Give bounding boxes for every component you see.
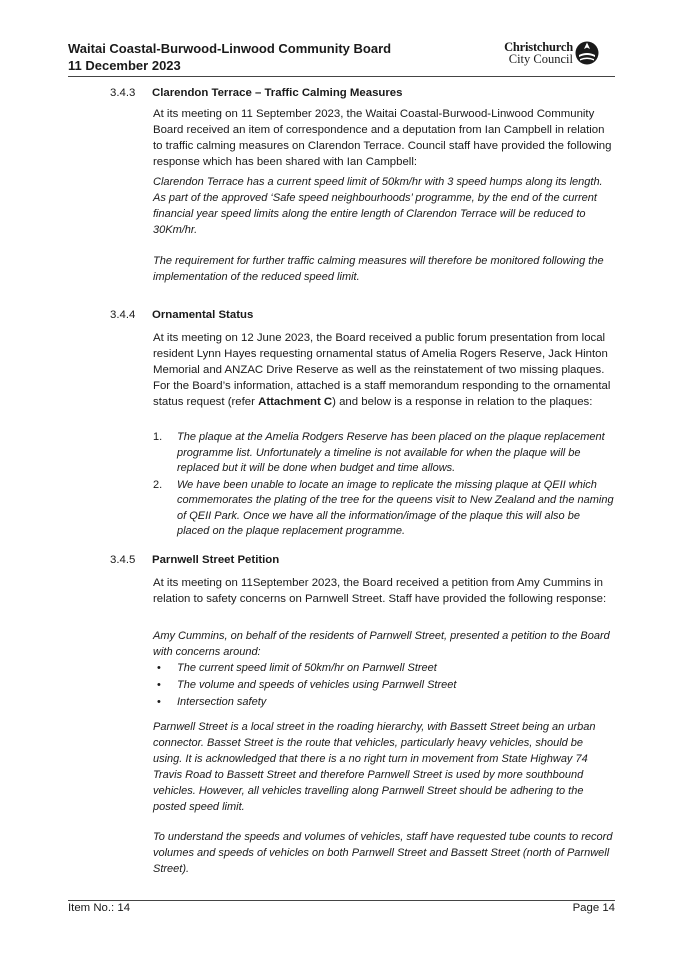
logo-line-1: Christchurch [504,40,573,54]
section-title: Ornamental Status [152,309,254,321]
list-item: • The current speed limit of 50km/hr on Parnwell Street [157,662,437,674]
council-logo [497,40,601,70]
body-paragraph: At its meeting on 11 September 2023, the Waitai Coastal-Burwood-Linwood Community Board received an item of correspondence and a deputation from Ian Campbell in relation to traffic calming measures on Clarendon Terrace. Council staff have provided the following response which has been shared with Ian Campbell: [153,108,612,168]
section-3-4-3-response-2 [153,253,615,285]
logo-line-2: City Council [508,52,573,66]
document-header [68,40,391,74]
body-paragraph: At its meeting on 12 June 2023, the Board received a public forum presentation from local resident Lynn Hayes requesting ornamental status of Amelia Rogers Reserve, Jack Hinton Memorial and ANZAC Drive Reserve as well as the reinstatement of two missing plaques. For the Board’s information, attached is a staff memorandum responding to the ornamental status request (refer Attachment C) and below is a response in relation to the plaques: [153,332,611,408]
section-3-4-5-heading [110,552,279,568]
italic-paragraph: Parnwell Street is a local street in the roading hierarchy, with Bassett Street being an urban connector. Basset Street is the route that vehicles, particularly heavy vehicles, should be using. It is acknowledged that there is a no right turn in movement from State Highway 74 Travis Road to Bassett Street and therefore Parnwell Street is used by more southbound vehicles. However, all vehicles travelling along Parnwell Street should be adhering to the posted speed limit. [153,721,596,813]
footer-rule [68,900,615,901]
section-number: 3.4.4 [110,309,136,321]
board-name: Waitai Coastal-Burwood-Linwood Community Board [68,41,392,56]
concerns-list [153,660,615,711]
ccc-logo-icon [575,41,599,65]
section-3-4-4-body [153,330,615,410]
section-3-4-3-body [153,106,615,170]
italic-paragraph: Amy Cummins, on behalf of the residents of Parnwell Street, presented a petition to the Board with concerns around: [153,630,610,658]
body-paragraph: At its meeting on 11September 2023, the Board received a petition from Amy Cummins in relation to safety concerns on Parnwell Street. Staff have provided the following response: [153,577,607,605]
italic-paragraph: The requirement for further traffic calming measures will therefore be monitored following the implementation of the reduced speed limit. [153,255,604,283]
list-item: • The volume and speeds of vehicles using Parnwell Street [157,679,457,691]
section-number: 3.4.3 [110,87,136,99]
italic-paragraph: Clarendon Terrace has a current speed limit of 50km/hr with 3 speed humps along its length. As part of the approved ‘Safe speed neighbourhoods’ programme, by the end of the current financial year speed limits along the entire length of Clarendon Terrace will be reduced to 30Km/hr. [153,176,603,236]
section-3-4-3-heading [110,85,402,101]
list-item: 2. We have been unable to locate an image to replicate the missing plaque at QEII which commemorates the plating of the tree for the queens visit to New Zealand and the naming of QEII Park. Once we have all the information/image of the plaque this will also be placed on the plaque replacement programme. [153,478,614,537]
section-title: Clarendon Terrace – Traffic Calming Measures [152,87,403,99]
petition-intro [153,628,615,660]
staff-response-2 [153,829,615,877]
section-title: Parnwell Street Petition [152,554,280,566]
footer-item-number: Item No.: 14 [68,902,131,914]
section-3-4-4-heading [110,307,253,323]
footer-page-number: Page 14 [572,902,615,914]
section-3-4-5-body [153,575,615,607]
list-item: • Intersection safety [157,696,267,708]
meeting-date: 11 December 2023 [68,58,181,73]
section-3-4-3-response [153,174,615,238]
staff-response [153,719,615,815]
italic-paragraph: To understand the speeds and volumes of vehicles, staff have requested tube counts to record volumes and speeds of vehicles on both Parnwell Street and Bassett Street (north of Parnwell Street). [153,831,613,875]
header-rule [68,76,615,77]
list-item: 1. The plaque at the Amelia Rodgers Reserve has been placed on the plaque replacement programme list. Unfortunately a timeline is not available for when the plaque will be replaced but it will be done when budget and time allows. [153,431,605,474]
attachment-reference: Attachment C [258,396,333,408]
section-number: 3.4.5 [110,554,136,566]
plaque-list [153,430,615,540]
